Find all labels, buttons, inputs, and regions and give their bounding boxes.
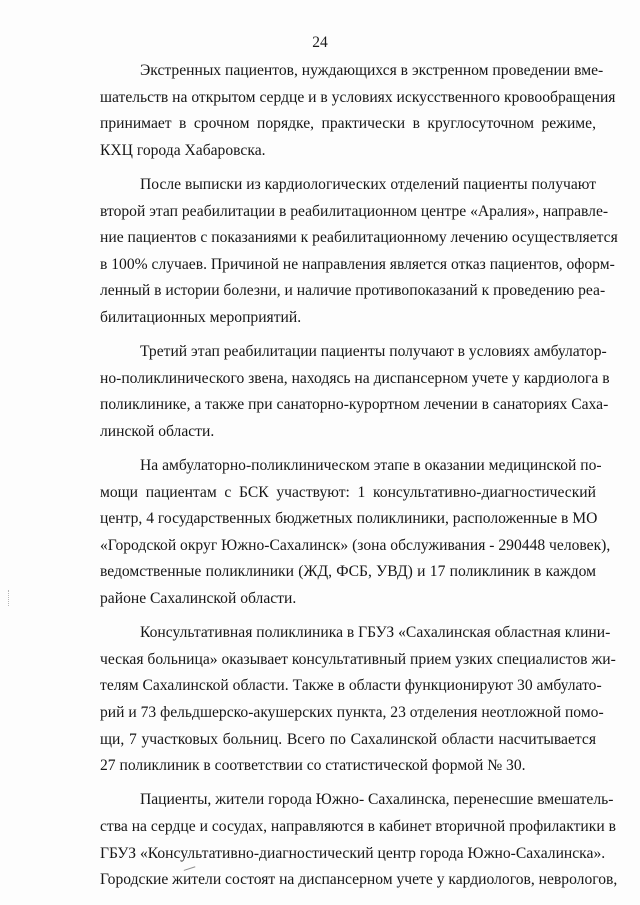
text-line: шательств на открытом сердце и в условиях искусственного кровообращения xyxy=(100,88,616,106)
paragraph-5 xyxy=(100,620,616,780)
text-line: ческая больница» оказывает консультативный прием узких специалистов жи- xyxy=(100,650,616,668)
text-line: ГБУЗ «Консультативно-диагностический центр города Южно-Сахалинска». xyxy=(100,844,606,862)
text-line: ние пациентов с показаниями к реабилитационному лечению осуществляется xyxy=(100,229,618,247)
page-number: 24 xyxy=(312,34,328,51)
text-line: в 100% случаев. Причиной не направления является отказ пациентов, оформ- xyxy=(100,255,615,273)
text-line: ства на сердце и сосудах, направляются в кабинет вторичной профилактики в xyxy=(100,818,616,835)
text-line: районе Сахалинской области. xyxy=(100,590,297,608)
text-line: Третий этап реабилитации пациенты получают в условиях амбулатор- xyxy=(140,343,607,361)
text-line: щи, 7 участковых больниц. Всего по Сахалинской области насчитывается xyxy=(100,730,596,748)
text-line: мощи пациентам с БСК участвуют: 1 консультативно-диагностический xyxy=(100,483,596,501)
document-body xyxy=(100,58,618,894)
text-line: ленный в истории болезни, и наличие противопоказаний к проведению реа- xyxy=(100,282,606,300)
text-line: центр, 4 государственных бюджетных поликлиники, расположенные в МО xyxy=(100,510,598,528)
paragraph-3 xyxy=(100,339,610,445)
text-line: На амбулаторно-поликлиническом этапе в оказании медицинской по- xyxy=(140,457,602,475)
text-line: Городские жители состоят на диспансерном учете у кардиологов, неврологов, xyxy=(100,871,618,889)
text-line: второй этап реабилитации в реабилитационном центре «Аралия», направле- xyxy=(100,202,609,220)
text-line: но-поликлинического звена, находясь на диспансерном учете у кардиолога в xyxy=(100,369,610,387)
text-line: рий и 73 фельдшерско-акушерских пункта, 23 отделения неотложной помо- xyxy=(100,704,604,722)
text-line: КХЦ города Хабаровска. xyxy=(100,141,266,159)
text-line: После выписки из кардиологических отделений пациенты получают xyxy=(140,175,597,193)
text-line: 27 поликлиник в соответствии со статистической формой № 30. xyxy=(100,757,526,775)
text-line: Пациенты, жители города Южно- Сахалинска, перенесшие вмешатель- xyxy=(140,791,614,809)
text-line: линской области. xyxy=(100,422,215,440)
text-line: билитационных мероприятий. xyxy=(100,308,302,326)
text-line: ведомственные поликлиники (ЖД, ФСБ, УВД) и 17 поликлиник в каждом xyxy=(100,563,596,581)
scan-artifact xyxy=(8,590,15,606)
text-line: поликлинике, а также при санаторно-курортном лечении в санаториях Саха- xyxy=(100,396,609,414)
paragraph-6 xyxy=(100,787,618,893)
text-line: Экстренных пациентов, нуждающихся в экстренном проведении вме- xyxy=(140,62,604,79)
paragraph-1 xyxy=(100,58,616,164)
paragraph-4 xyxy=(100,453,611,613)
text-line: принимает в срочном порядке, практически в круглосуточном режиме, xyxy=(100,115,596,133)
text-line: «Городской округ Южно-Сахалинск» (зона обслуживания - 290448 человек), xyxy=(100,536,611,554)
paragraph-2 xyxy=(100,172,618,332)
text-line: телям Сахалинской области. Также в области функционируют 30 амбулато- xyxy=(100,677,602,695)
text-line: Консультативная поликлиника в ГБУЗ «Сахалинская областная клини- xyxy=(140,624,611,642)
